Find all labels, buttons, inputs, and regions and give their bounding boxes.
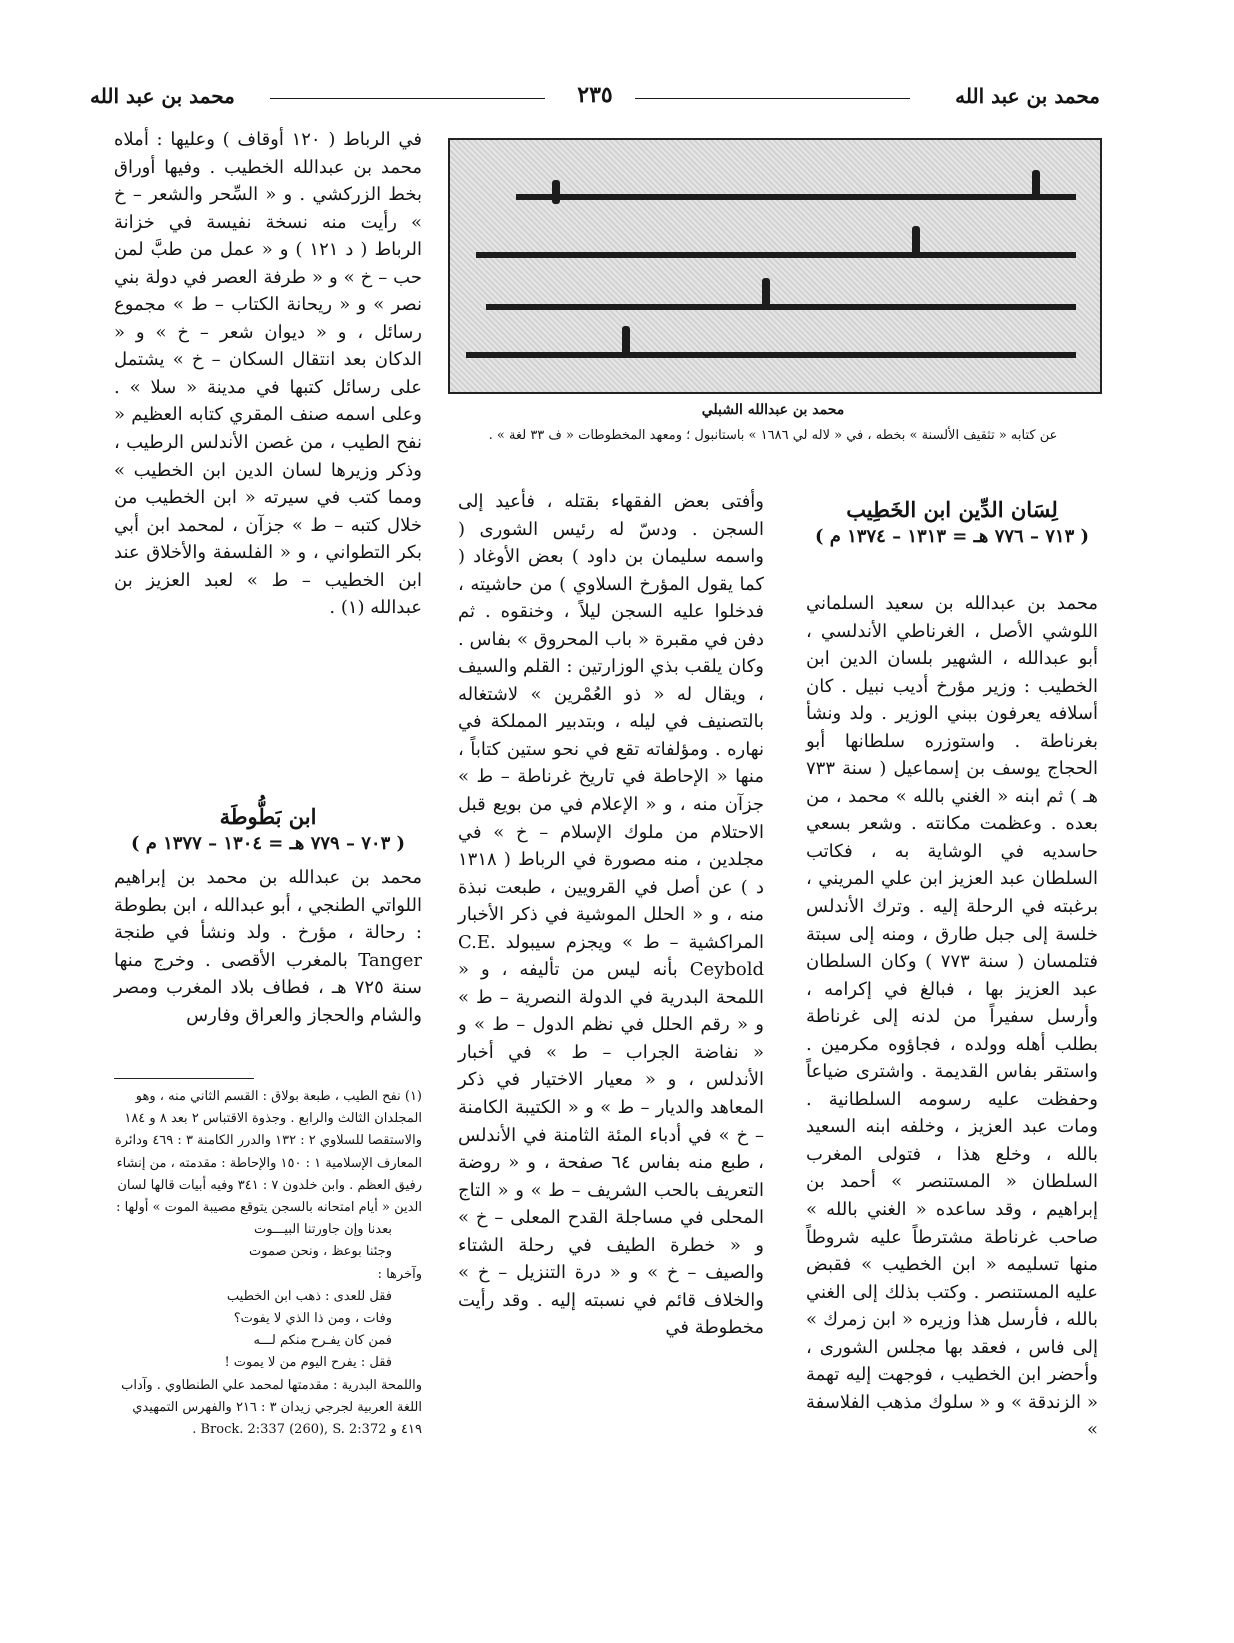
section-title: لِسَان الدِّين ابن الخَطِيب <box>846 497 1058 522</box>
footnote-verse: فمن كان يفـرح منكم لـــه <box>253 1333 392 1349</box>
footnotes <box>114 1086 422 1441</box>
page-number: ٢٣٥ <box>577 82 613 108</box>
paragraph: وأفتى بعض الفقهاء بقتله ، فأعيد إلى السجن . ودسّ له رئيس الشورى ( واسمه سليمان بن داود ) بعض الأوغاد ( كما يقول المؤرخ السلاوي ) من حاشيته ، فدخلوا عليه السجن ليلاً ، وخنقوه . ثم دفن في مقبرة « باب المحروق » بفاس . وكان يلقب بذي الوزارتين : القلم والسيف ، ويقال له « ذو العُمْرين » لاشتغاله بالتصنيف في ليله ، وبتدبير المملكة في نهاره . ومؤلفاته تقع في نحو ستين كتاباً ، منها « الإحاطة في تاريخ غرناطة – ط » جزآن منه ، و « الإعلام في من بويع قبل الاحتلام من ملوك الإسلام – خ » في مجلدين ، منه مصورة في الرباط ( ١٣١٨ د ) عن أصل في القرويين ، طبعت نبذة منه ، و « الحلل الموشية في ذكر الأخبار المراكشية – ط » ويجزم سيبولد C.E. Ceybold بأنه ليس من تأليفه ، و « اللمحة البدرية في الدولة النصرية – ط » و « رقم الحلل في نظم الدول – ط » و « نفاضة الجراب – ط » في أخبار الأندلس ، و « معيار الاختيار في ذكر المعاهد والديار – ط » و « الكتيبة الكامنة – خ » في أدباء المئة الثامنة في الأندلس ، طبع منه بفاس ٦٤ صفحة ، و « روضة التعريف بالحب الشريف – ط » و « التاج المحلى في مساجلة القدح المعلى – خ » و « خطرة الطيف في رحلة الشتاء والصيف – خ » و « درة التنزيل – خ » والخلاف قائم في نسبته إليه . وقد رأيت مخطوطة في <box>458 491 764 1339</box>
manuscript-ink-stroke <box>1032 170 1040 200</box>
manuscript-ink-line <box>466 352 1076 358</box>
figure-caption-source: عن كتابه « تثقيف الألسنة » بخطه ، في « لاله لي ١٦٨٦ » باستانبول ؛ ومعهد المخطوطات « ف ٣٣ لغة » . <box>488 428 1058 443</box>
footnote-text: واللمحة البدرية : مقدمتها لمحمد علي الطنطاوي . وآداب اللغة العربية لجرجي زيدان ٣ : ٢١٦ والفهرس التمهيدي ٤١٩ و Brock. 2:337 (260), S. 2:372 . <box>121 1377 422 1438</box>
manuscript-ink-line <box>516 194 1076 200</box>
manuscript-ink-stroke <box>912 226 920 256</box>
column-middle <box>458 488 764 1342</box>
manuscript-ink-stroke <box>622 326 630 356</box>
manuscript-ink-stroke <box>552 180 560 204</box>
section-title: ابن بَطُّوطَة <box>219 804 317 829</box>
footnote-text: وآخرها : <box>377 1266 422 1282</box>
section-dates: ( ٧١٣ – ٧٧٦ هـ = ١٣١٣ – ١٣٧٤ م ) <box>814 526 1090 547</box>
paragraph: في الرباط ( ١٢٠ أوقاف ) وعليها : أملاه محمد بن عبدالله الخطيب . وفيها أوراق بخط الزركشي . و « السِّحر والشعر – خ » رأيت منه نسخة نفيسة في خزانة الرباط ( د ١٢١ ) و « عمل من طبَّ لمن حب – خ » و « طرفة العصر في دولة بني نصر » و « ريحانة الكتاب – ط » مجموع رسائل ، و « ديوان شعر – خ » و « الدكان بعد انتقال السكان – خ » يشتمل على رسائل كتبها في مدينة « سلا » . وعلى اسمه صنف المقري كتابه العظيم « نفح الطيب ، من غصن الأندلس الرطيب ، وذكر وزيرها لسان الدين ابن الخطيب » ومما كتب في سيرته « ابن الخطيب من خلال كتبه – ط » جزآن ، لمحمد ابن أبي بكر التطواني ، و « الفلسفة والأخلاق عند ابن الخطيب – ط » لعبد العزيز بن عبدالله (١) . <box>114 129 422 619</box>
column-left-top <box>114 126 422 622</box>
header-title-left: محمد بن عبد الله <box>90 84 235 108</box>
figure-caption-title: محمد بن عبدالله الشبلي <box>701 402 845 418</box>
section-heading-lisan-al-din <box>806 497 1098 567</box>
paragraph: محمد بن عبدالله بن محمد بن إبراهيم اللواتي الطنجي ، أبو عبدالله ، ابن بطوطة : رحالة ، مؤرخ . ولد ونشأ في طنجة Tanger بالمغرب الأقصى . وخرج منها سنة ٧٢٥ هـ ، فطاف بلاد المغرب ومصر والشام والحجاز والعراق وفارس <box>114 867 423 1026</box>
footnote-verse: فقل للعدى : ذهب ابن الخطيب <box>226 1288 392 1304</box>
header-rule-left <box>270 98 545 99</box>
paragraph: محمد بن عبدالله بن سعيد السلماني اللوشي الأصل ، الغرناطي الأندلسي ، أبو عبدالله ، الشهير بلسان الدين ابن الخطيب : وزير مؤرخ أديب نبيل . كان أسلافه يعرفون ببني الوزير . ولد ونشأ بغرناطة . واستوزره سلطانها أبو الحجاج يوسف بن إسماعيل ( سنة ٧٣٣ هـ ) ثم ابنه « الغني بالله » محمد ، من بعده . وعظمت مكانته . وشعر بسعي حاسديه في الوشاية به ، فكاتب السلطان عبد العزيز ابن علي المريني ، برغبته في الرحلة إليه . وترك الأندلس خلسة إلى جبل طارق ، ومنه إلى سبتة فتلمسان ( سنة ٧٧٣ ) وكان السلطان عبد العزيز بها ، فبالغ في إكرامه ، وأرسل سفيراً من لدنه إلى غرناطة بطلب أهله وولده ، فجاؤوه مكرمين . واستقر بفاس القديمة . واشترى ضياعاً وحفظت عليه رسومه السلطانية . ومات عبد العزيز ، وخلفه ابنه السعيد بالله ، وخلع هذا ، فتولى المغرب السلطان « المستنصر » أحمد بن إبراهيم ، وقد ساعده « الغني بالله » صاحب غرناطة مشترطاً عليه شروطاً منها تسليمه « ابن الخطيب » فقبض عليه المستنصر . وكتب بذلك إلى الغني بالله ، فأرسل هذا وزيره « ابن زمرك » إلى فاس ، فعقد بها مجلس الشورى ، وأحضر ابن الخطيب ، فوجهت إليه تهمة « الزندقة » و « سلوك مذهب الفلاسفة » <box>806 593 1098 1441</box>
column-right <box>806 590 1098 1444</box>
manuscript-ink-line <box>476 252 1076 258</box>
footnote-verse: وجئنا بوعظ ، ونحن صموت <box>249 1244 392 1260</box>
footnote-verse: بعدنا وإن جاورتنا البيـــوت <box>254 1222 392 1238</box>
manuscript-image <box>448 138 1102 394</box>
footnote-rule <box>114 1078 254 1079</box>
header-title-right: محمد بن عبد الله <box>955 84 1100 108</box>
footnote-verse: وفات ، ومن ذا الذي لا يفوت؟ <box>233 1311 392 1327</box>
header-rule-right <box>635 98 910 99</box>
manuscript-ink-line <box>486 304 1076 310</box>
footnote-verse: فقل : يفرح اليوم من لا يموت ! <box>224 1355 392 1371</box>
footnote-text: (١) نفح الطيب ، طبعة بولاق : القسم الثاني منه ، وهو المجلدان الثالث والرابع . وجذوة الاقتباس ٢ بعد ٨ و ١٨٤ والاستقصا للسلاوي ٢ : ١٣٢ والدرر الكامنة ٣ : ٤٦٩ ودائرة المعارف الإسلامية ١ : ١٥٠ والإحاطة : مقدمته ، من إنشاء رفيق العظم . وابن خلدون ٧ : ٣٤١ وفيه أبيات قالها لسان الدين « أيام امتحانه بالسجن يتوقع مصيبة الموت » أولها : <box>114 1089 422 1216</box>
running-header <box>90 84 1100 114</box>
section-dates: ( ٧٠٣ – ٧٧٩ هـ = ١٣٠٤ – ١٣٧٧ م ) <box>130 833 406 854</box>
column-left-bottom <box>114 864 422 1029</box>
manuscript-ink-stroke <box>762 278 770 308</box>
